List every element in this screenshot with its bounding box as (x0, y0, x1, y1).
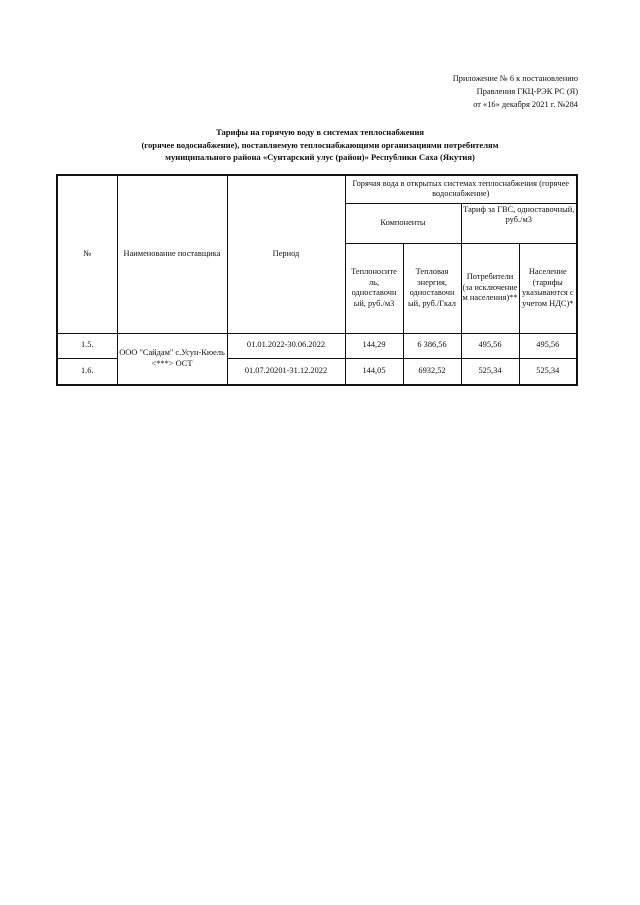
document-title (40, 126, 600, 164)
header-tariff: Тариф за ГВС, одноставочный, руб./м3 (461, 203, 577, 243)
appendix-line-3: от «16» декабря 2021 г. №284 (473, 100, 578, 109)
header-consumers: Потребители (за исключение м населения)** (461, 243, 519, 333)
header-hot-water-group: Горячая вода в открытых системах теплоснабжения (горячее водоснабжение) (345, 175, 577, 203)
tariff-table (56, 174, 578, 386)
row-period: 01.01.2022-30.06.2022 (227, 333, 345, 358)
supplier-name: ООО "Сайдам" с.Усун-Кюель <***> ОСТ (117, 333, 227, 385)
header-row-1 (57, 175, 577, 203)
row-heat-carrier: 144,05 (345, 358, 403, 385)
row-thermal-energy: 6932,52 (403, 358, 461, 385)
title-line-1: Тарифы на горячую воду в системах теплоснабжения (215, 127, 425, 137)
header-population: Население (тарифы указываются с учетом НДС)* (519, 243, 577, 333)
row-thermal-energy: 6 386,56 (403, 333, 461, 358)
row-consumers: 495,56 (461, 333, 519, 358)
header-components: Компоненты (345, 203, 461, 243)
row-heat-carrier: 144,29 (345, 333, 403, 358)
row-consumers: 525,34 (461, 358, 519, 385)
header-supplier: Наименование поставщика (117, 175, 227, 333)
header-heat-carrier: Теплоносите ль, одноставочн ый, руб./м3 (345, 243, 403, 333)
row-population: 525,34 (519, 358, 577, 385)
title-line-3: муниципального района «Сунтарский улус (район)» Республики Саха (Якутия) (165, 152, 475, 162)
row-num: 1.6. (57, 358, 117, 385)
appendix-line-2: Правления ГКЦ-РЭК РС (Я) (476, 87, 578, 96)
row-num: 1.5. (57, 333, 117, 358)
header-num: № (57, 175, 117, 333)
appendix-reference (358, 72, 578, 111)
header-thermal-energy: Тепловая энергия, одноставочн ый, руб./Гкал (403, 243, 461, 333)
appendix-line-1: Приложение № 6 к постановлению (452, 74, 578, 83)
title-line-2: (горячее водоснабжение), поставляемую теплоснабжающими организациями потребителям (141, 139, 499, 150)
row-period: 01.07.20201-31.12.2022 (227, 358, 345, 385)
row-population: 495,56 (519, 333, 577, 358)
table-row (57, 333, 577, 358)
header-period: Период (227, 175, 345, 333)
